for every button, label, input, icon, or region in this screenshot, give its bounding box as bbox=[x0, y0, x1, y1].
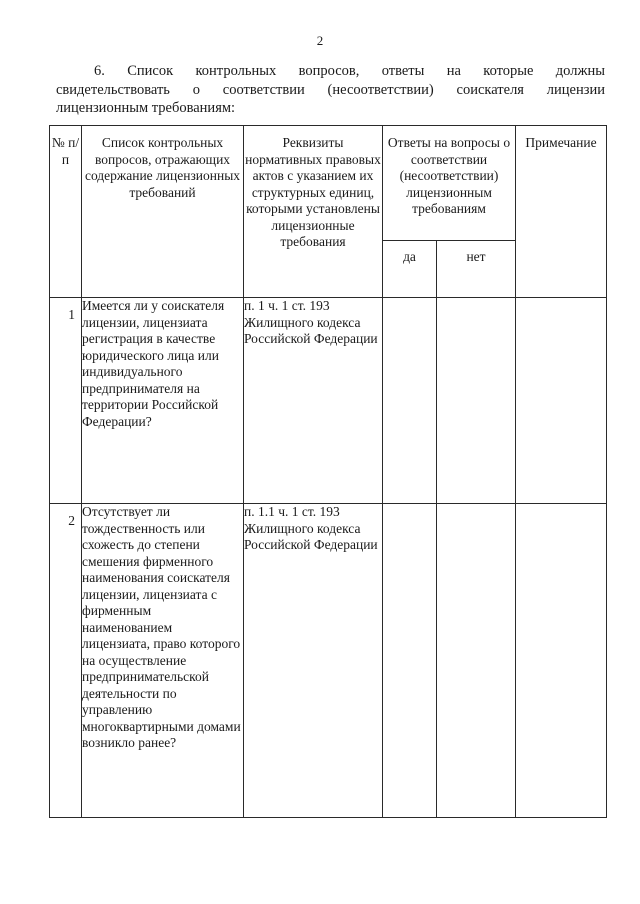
row-note bbox=[516, 504, 607, 818]
header-answer-yes: да bbox=[383, 241, 437, 298]
table-header-row bbox=[50, 126, 607, 241]
header-questions: Список контрольных вопросов, отражающих содержание лицензионных требований bbox=[82, 126, 244, 298]
row-answer-yes bbox=[383, 298, 437, 504]
row-answer-no bbox=[437, 504, 516, 818]
header-answer-no: нет bbox=[437, 241, 516, 298]
row-number: 1 bbox=[50, 298, 82, 504]
row-number: 2 bbox=[50, 504, 82, 818]
row-question: Имеется ли у соискателя лицензии, лицензиата регистрация в качестве юридического лица или индивидуального предпринимателя на территории Российской Федерации? bbox=[82, 298, 244, 504]
row-question: Отсутствует ли тождественность или схожесть до степени смешения фирменного наименования соискателя лицензии, лицензиата с фирменным наименованием лицензиата, право которого на осуществление предпринимательской деятельности по управлению многоквартирными домами возникло ранее? bbox=[82, 504, 244, 818]
row-answer-yes bbox=[383, 504, 437, 818]
page-number: 2 bbox=[316, 33, 324, 48]
header-num: № п/п bbox=[50, 126, 82, 298]
intro-line-1: 6. Список контрольных вопросов, ответы на которые должны bbox=[94, 63, 605, 79]
table-row bbox=[50, 504, 607, 818]
header-requisites: Реквизиты нормативных правовых актов с указанием их структурных единиц, которыми установлены лицензионные требования bbox=[244, 126, 383, 298]
row-requisite: п. 1 ч. 1 ст. 193 Жилищного кодекса Российской Федерации bbox=[244, 298, 383, 504]
intro-line-3: лицензионным требованиям: bbox=[56, 100, 236, 116]
row-requisite: п. 1.1 ч. 1 ст. 193 Жилищного кодекса Российской Федерации bbox=[244, 504, 383, 818]
row-note bbox=[516, 298, 607, 504]
intro-line-2: свидетельствовать о соответствии (несоответствии) соискателя лицензии bbox=[56, 81, 605, 98]
intro-paragraph bbox=[56, 62, 605, 118]
header-note: Примечание bbox=[516, 126, 607, 298]
checklist-table bbox=[49, 125, 607, 818]
header-answers: Ответы на вопросы о соответствии (несоответствии) лицензионным требованиям bbox=[383, 126, 516, 241]
table-row bbox=[50, 298, 607, 504]
row-answer-no bbox=[437, 298, 516, 504]
